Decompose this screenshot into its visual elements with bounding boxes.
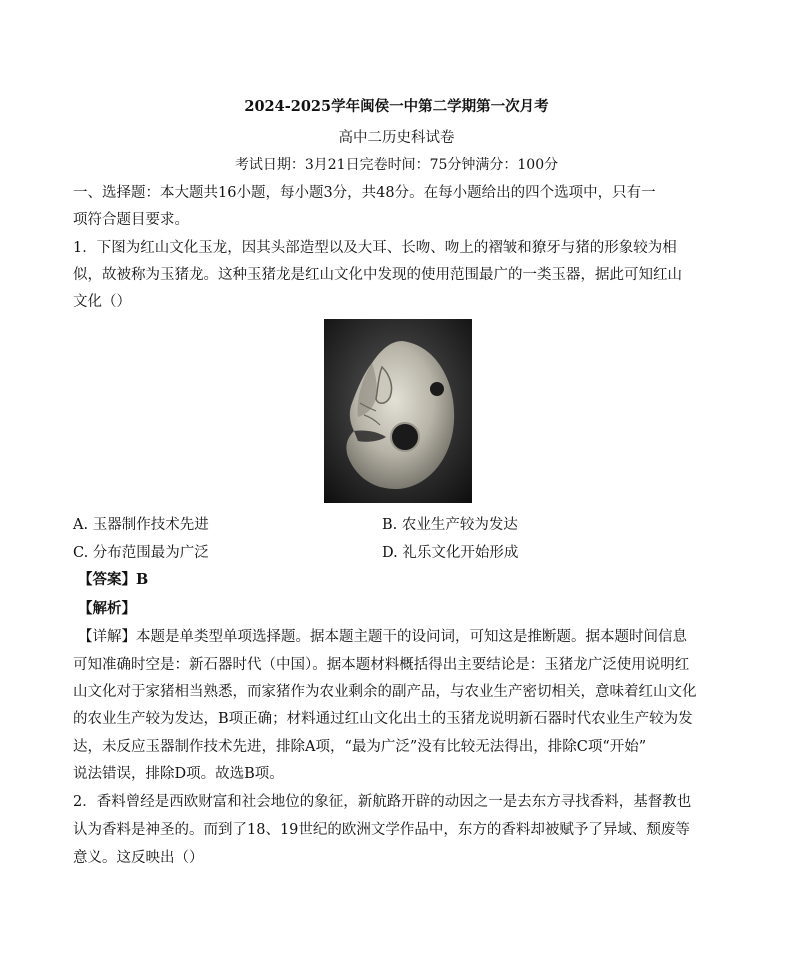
q1-stem-line1: 1．下图为红山文化玉龙，因其头部造型以及大耳、长吻、吻上的褶皱和獠牙与猪的形象较为相 <box>73 240 677 256</box>
q1-detail-line5: 达，未反应玉器制作技术先进，排除A项，“最为广泛”没有比较无法得出，排除C项“开始” <box>73 739 647 755</box>
q1-option-c: C. 分布范围最为广泛 <box>73 545 209 561</box>
section-instruction-line2: 项符合题目要求。 <box>73 212 189 228</box>
exam-title: 2024-2025学年闽侯一中第二学期第一次月考 <box>244 98 549 115</box>
q1-detail-line2: 可知准确时空是：新石器时代（中国）。据本题材料概括得出主要结论是：玉猪龙广泛使用说明红 <box>73 657 690 673</box>
q1-stem-line3: 文化（） <box>73 294 131 310</box>
q1-analysis-label: 【解析】 <box>78 600 136 617</box>
q2-stem-line3: 意义。这反映出（） <box>73 850 204 866</box>
q1-option-b: B. 农业生产较为发达 <box>382 517 518 533</box>
q1-detail-line4: 的农业生产较为发达，B项正确；材料通过红山文化出土的玉猪龙说明新石器时代农业生产较为发 <box>73 711 693 727</box>
exam-subtitle: 高中二历史科试卷 <box>338 130 455 146</box>
q2-stem-line1: 2．香料曾经是西欧财富和社会地位的象征，新航路开辟的动因之一是去东方寻找香料，基督教也 <box>73 794 692 810</box>
q1-detail-line1: 【详解】本题是单类型单项选择题。据本题主题干的设问词，可知这是推断题。据本题时间信息 <box>78 629 687 645</box>
section-instruction-line1: 一、选择题：本大题共16小题，每小题3分，共48分。在每小题给出的四个选项中，只有一 <box>73 185 656 201</box>
q2-stem-line2: 认为香料是神圣的。而到了18、19世纪的欧洲文学作品中，东方的香料却被赋予了异域、颓废等 <box>73 822 690 838</box>
q1-detail-line6: 说法错误，排除D项。故选B项。 <box>73 766 284 782</box>
q1-option-a: A. 玉器制作技术先进 <box>73 517 209 533</box>
exam-info: 考试日期：3月21日完卷时间：75分钟满分：100分 <box>234 157 559 173</box>
q1-answer: 【答案】B <box>78 571 149 588</box>
q1-stem-line2: 似，故被称为玉猪龙。这种玉猪龙是红山文化中发现的使用范围最广的一类玉器，据此可知红山 <box>73 267 682 283</box>
q1-detail-line3: 山文化对于家猪相当熟悉，而家猪作为农业剩余的副产品，与农业生产密切相关，意味着红山文化 <box>73 684 697 700</box>
jade-pig-dragon-photo <box>324 319 472 503</box>
q1-option-d: D. 礼乐文化开始形成 <box>382 545 519 561</box>
